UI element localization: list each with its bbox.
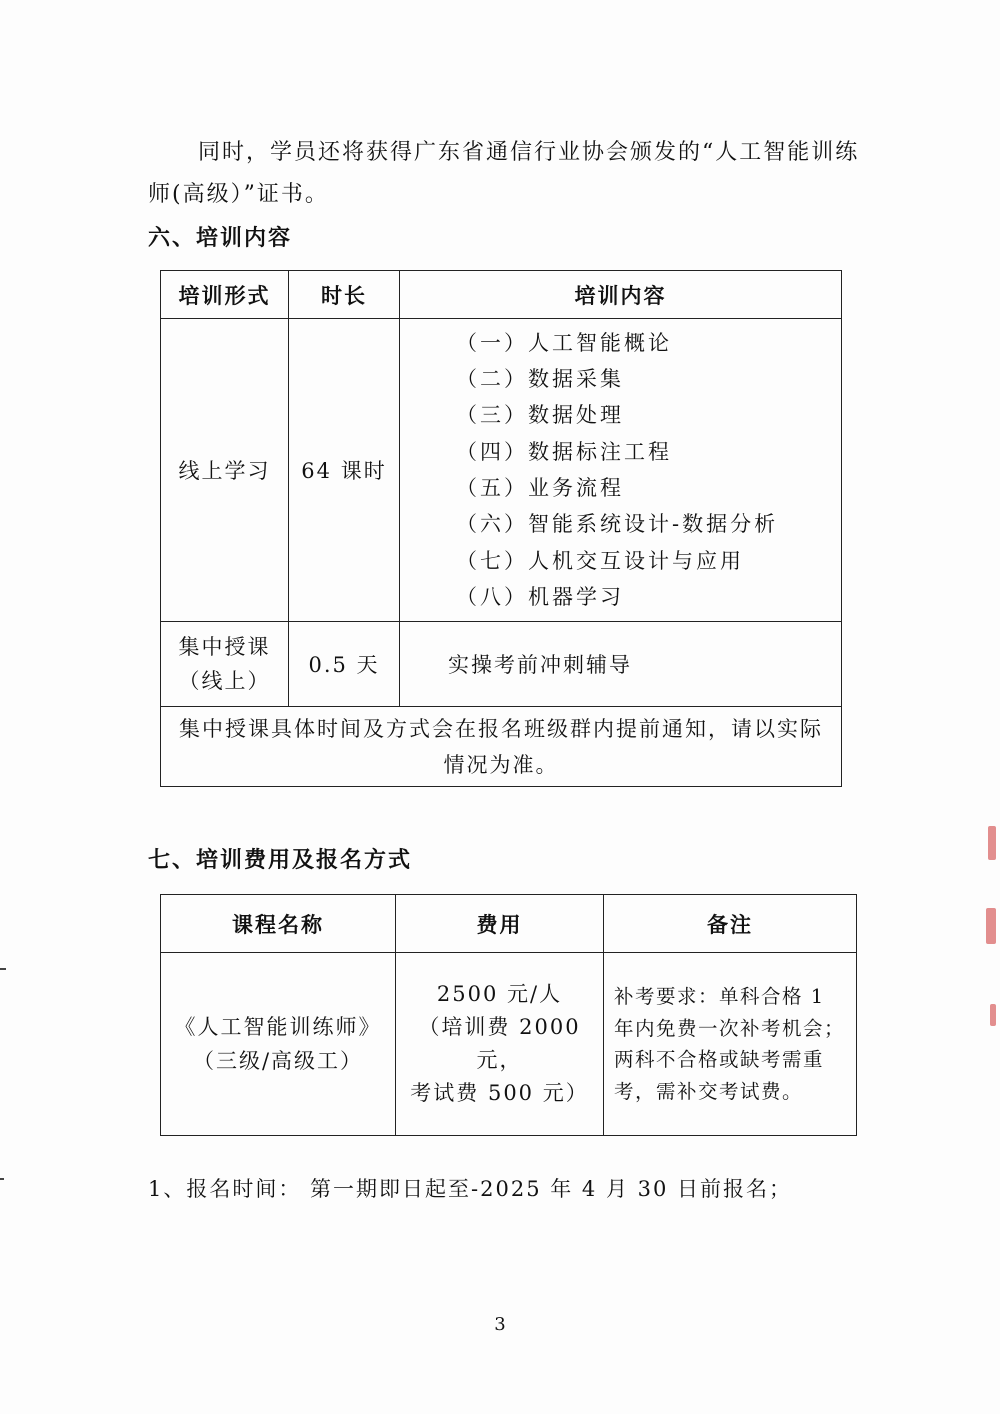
header-cell-content: 培训内容 [400,271,842,319]
online-duration-cell: 64 课时 [289,319,400,622]
table-row-course [161,953,857,1136]
list-item: （三）数据处理 [456,403,624,428]
header-cell-fee: 费用 [396,895,604,953]
table-row-note [161,707,842,787]
binding-tick-mark [0,968,6,970]
intro-paragraph: 同时，学员还将获得广东省通信行业协会颁发的“人工智能训练师(高级）”证书。 [148,140,860,207]
section-heading-training-content: 六、培训内容 [148,226,293,251]
seal-fragment-mark [986,908,996,944]
header-cell-remark: 备注 [604,895,857,953]
header-cell-form: 培训形式 [161,271,289,319]
table-row-online [161,319,842,622]
course-name-line2: （三级/高级工） [192,1049,364,1073]
focused-form-cell [161,622,289,707]
seal-fragment-mark [990,1004,996,1026]
online-modules-cell [400,319,842,622]
online-form-cell: 线上学习 [161,319,289,622]
training-content-table [160,270,842,787]
remark-cell: 补考要求：单科合格 1 年内免费一次补考机会；两科不合格或缺考需重考，需补交考试费。 [604,953,857,1136]
fee-line1: 2500 元/人 [436,982,563,1006]
section-heading-fees-registration: 七、培训费用及报名方式 [148,848,413,873]
course-name-line1: 《人工智能训练师》 [174,1015,382,1039]
list-item: （六）智能系统设计-数据分析 [456,512,779,537]
fee-table [160,894,857,1136]
header-cell-course-name: 课程名称 [161,895,396,953]
list-item: （四）数据标注工程 [456,439,672,464]
module-list [400,325,841,615]
fee-line3: 考试费 500 元） [410,1081,589,1105]
focused-content-cell: 实操考前冲刺辅导 [400,622,842,707]
focused-form-line1: 集中授课 [178,635,271,659]
schedule-note-cell: 集中授课具体时间及方式会在报名班级群内提前通知，请以实际情况为准。 [161,707,842,787]
seal-fragment-mark [988,826,996,860]
page-number: 3 [494,1314,506,1335]
course-name-cell [161,953,396,1136]
registration-time: 1、报名时间： 第一期即日起至-2025 年 4 月 30 日前报名； [148,1177,793,1201]
fee-cell [396,953,604,1136]
table-row-focused [161,622,842,707]
table-header-row [161,895,857,953]
list-item: （二）数据采集 [456,367,624,392]
binding-tick-mark [0,1178,4,1180]
list-item: （七）人机交互设计与应用 [456,548,744,573]
list-item: （八）机器学习 [456,584,624,609]
list-item: （一）人工智能概论 [456,330,672,355]
table-header-row [161,271,842,319]
focused-duration-cell: 0.5 天 [289,622,400,707]
list-item: （五）业务流程 [456,476,624,500]
focused-form-line2: （线上） [178,669,271,693]
header-cell-duration: 时长 [289,271,400,319]
fee-line2: （培训费 2000 元， [418,1015,581,1072]
